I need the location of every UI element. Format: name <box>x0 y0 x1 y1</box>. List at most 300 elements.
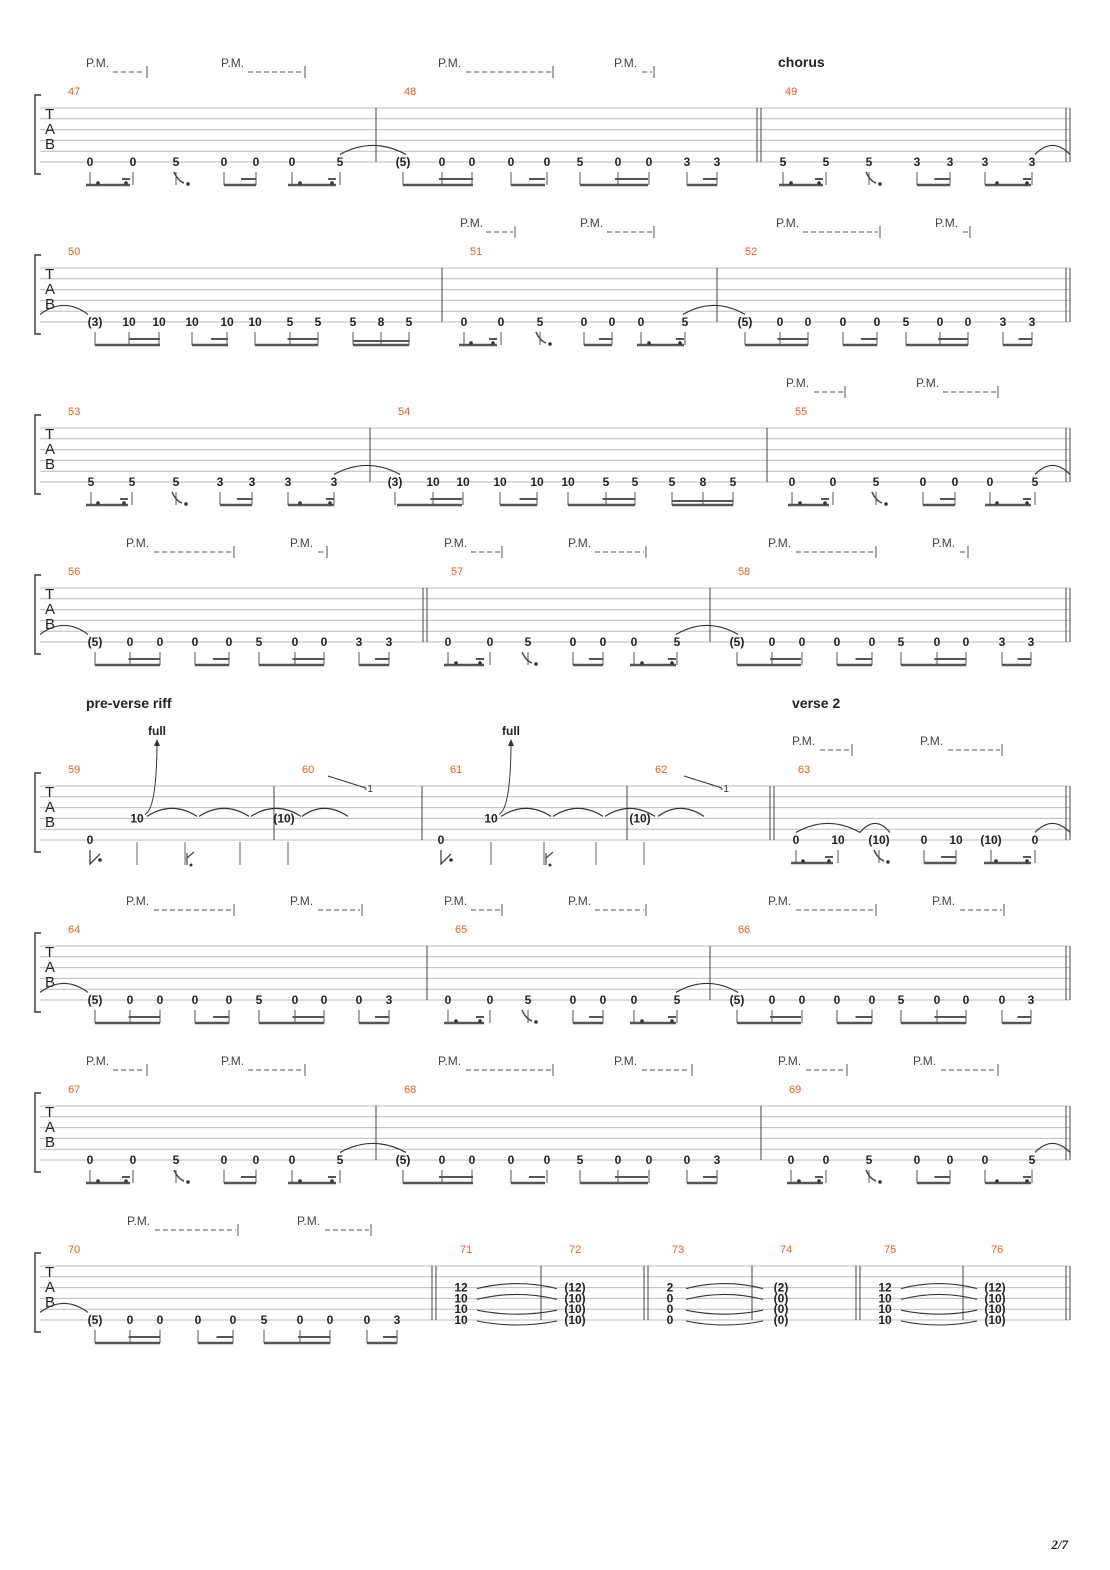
fret-number: 0 <box>608 315 616 329</box>
fret-number: 0 <box>788 475 796 489</box>
fret-number: 0 <box>460 315 468 329</box>
fret-number: 0 <box>225 635 233 649</box>
dot <box>797 1179 801 1183</box>
note-flag <box>441 850 451 864</box>
tab-clef-letter: T <box>45 1264 55 1281</box>
note-flag <box>872 492 882 503</box>
fret-number: 0 <box>666 1302 674 1317</box>
fret-number: 5 <box>405 315 413 329</box>
fret-number: 0 <box>438 155 446 169</box>
tie-arc <box>658 808 704 816</box>
bar-number: 73 <box>672 1244 685 1256</box>
bar-number: 65 <box>455 924 468 936</box>
fret-number: 0 <box>326 1313 334 1327</box>
fret-number: 0 <box>468 155 476 169</box>
fret-number: 0 <box>252 155 260 169</box>
bend-arrowhead <box>154 739 160 746</box>
fret-number: 0 <box>320 993 328 1007</box>
fret-number: 0 <box>787 1153 795 1167</box>
fret-number: (3) <box>387 475 403 489</box>
bar-number: 55 <box>795 406 808 418</box>
fret-number: 5 <box>631 475 639 489</box>
fret-number: 5 <box>255 993 263 1007</box>
fret-number: (5) <box>729 993 745 1007</box>
bend-label: full <box>502 724 520 738</box>
section-label: verse 2 <box>792 695 841 711</box>
fret-number: 3 <box>1027 635 1035 649</box>
tie-arc <box>901 1310 977 1314</box>
palm-mute-label: P.M. <box>568 894 592 908</box>
bar-number: 70 <box>68 1244 81 1256</box>
palm-mute-label: P.M. <box>438 56 462 70</box>
dot <box>1025 501 1029 505</box>
fret-number: 0 <box>683 1153 691 1167</box>
tab-clef-letter: B <box>45 616 56 633</box>
fret-number: 3 <box>393 1313 401 1327</box>
fret-number: 3 <box>216 475 224 489</box>
bar-number: 50 <box>68 246 81 258</box>
fret-number: (10) <box>629 811 651 826</box>
fret-number: 10 <box>949 833 963 847</box>
fret-number: 0 <box>936 315 944 329</box>
fret-number: 5 <box>673 993 681 1007</box>
tab-clef-letter: B <box>45 136 56 153</box>
fret-number: 0 <box>444 635 452 649</box>
dot <box>449 858 453 862</box>
tie-arc <box>901 1321 977 1325</box>
tie-arc <box>1035 145 1070 154</box>
fret-number: (10) <box>868 833 890 847</box>
fret-number: 3 <box>385 635 393 649</box>
fret-number: 3 <box>355 635 363 649</box>
fret-number: 0 <box>833 635 841 649</box>
palm-mute-label: P.M. <box>792 734 816 748</box>
tab-clef-letter: A <box>45 601 56 618</box>
fret-number: 0 <box>804 315 812 329</box>
palm-mute-label: P.M. <box>776 216 800 230</box>
dot <box>801 859 805 863</box>
fret-number: 0 <box>288 1153 296 1167</box>
fret-number: 10 <box>530 475 544 489</box>
fret-number: 0 <box>220 155 228 169</box>
fret-number: 0 <box>191 635 199 649</box>
fret-number: 10 <box>248 315 262 329</box>
fret-number: (10) <box>984 1291 1006 1306</box>
dot <box>186 182 190 186</box>
fret-number: 5 <box>897 635 905 649</box>
dot <box>640 661 644 665</box>
palm-mute-label: P.M. <box>932 536 956 550</box>
fret-number: 10 <box>185 315 199 329</box>
fret-number: 5 <box>524 635 532 649</box>
fret-number: 10 <box>456 475 470 489</box>
tie-arc <box>334 465 400 474</box>
palm-mute-label: P.M. <box>126 894 150 908</box>
bar-number: 67 <box>68 1084 81 1096</box>
fret-number: 0 <box>497 315 505 329</box>
palm-mute-label: P.M. <box>221 1054 245 1068</box>
fret-number: (0) <box>773 1302 789 1317</box>
fret-number: 0 <box>599 635 607 649</box>
fret-number: 10 <box>454 1291 468 1306</box>
dot <box>124 1179 128 1183</box>
fret-number: 12 <box>454 1280 468 1295</box>
fret-number: 10 <box>878 1291 892 1306</box>
fret-number: 0 <box>156 635 164 649</box>
dot <box>454 1019 458 1023</box>
fret-number: 10 <box>454 1302 468 1317</box>
fret-number: 0 <box>645 1153 653 1167</box>
tie-arc <box>676 983 738 992</box>
dot <box>549 864 552 867</box>
fret-number: 5 <box>336 155 344 169</box>
fret-number: 5 <box>681 315 689 329</box>
fret-number: 0 <box>468 1153 476 1167</box>
fret-number: 0 <box>913 1153 921 1167</box>
fret-number: 0 <box>229 1313 237 1327</box>
palm-mute-label: P.M. <box>86 56 110 70</box>
palm-mute-label: P.M. <box>580 216 604 230</box>
bar-number: 59 <box>68 764 81 776</box>
fret-number: 0 <box>86 833 94 847</box>
fret-number: 0 <box>798 635 806 649</box>
fret-number: 3 <box>999 315 1007 329</box>
dot <box>647 341 651 345</box>
fret-number: (12) <box>984 1280 1006 1295</box>
palm-mute-label: P.M. <box>290 536 314 550</box>
fret-number: 5 <box>1031 475 1039 489</box>
fret-number: 0 <box>363 1313 371 1327</box>
fret-number: 0 <box>580 315 588 329</box>
fret-number: (5) <box>737 315 753 329</box>
fret-number: 0 <box>486 993 494 1007</box>
dot <box>817 1179 821 1183</box>
dot <box>670 1019 674 1023</box>
bar-number: 52 <box>745 246 758 258</box>
dot <box>298 501 302 505</box>
tie-arc <box>501 808 551 816</box>
fret-number: 0 <box>438 1153 446 1167</box>
fret-number: 0 <box>833 993 841 1007</box>
tab-clef-letter: A <box>45 799 56 816</box>
bar-number: 62 <box>655 764 668 776</box>
tab-clef-letter: T <box>45 106 55 123</box>
dot <box>1025 181 1029 185</box>
fret-number: (3) <box>87 315 103 329</box>
palm-mute-label: P.M. <box>444 894 468 908</box>
fret-number: 0 <box>291 635 299 649</box>
fret-number: 5 <box>1028 1153 1036 1167</box>
fret-number: 0 <box>964 315 972 329</box>
tab-clef-letter: B <box>45 296 56 313</box>
palm-mute-label: P.M. <box>913 1054 937 1068</box>
bar-number: 53 <box>68 406 81 418</box>
tab-clef-letter: A <box>45 1279 56 1296</box>
dot <box>454 661 458 665</box>
fret-number: 3 <box>248 475 256 489</box>
dot <box>798 501 802 505</box>
fret-number: 3 <box>284 475 292 489</box>
fret-number: (10) <box>564 1313 586 1327</box>
fret-number: 10 <box>493 475 507 489</box>
tie-arc <box>1035 465 1070 474</box>
fret-number: (0) <box>773 1291 789 1306</box>
fret-number: 0 <box>951 475 959 489</box>
tab-clef-letter: B <box>45 1294 56 1311</box>
fret-number: 3 <box>713 1153 721 1167</box>
fret-number: 5 <box>872 475 880 489</box>
bar-number: 58 <box>738 566 751 578</box>
section-label: chorus <box>778 54 825 70</box>
dot <box>98 858 102 862</box>
fret-number: 10 <box>426 475 440 489</box>
dot <box>678 341 682 345</box>
fret-number: 3 <box>1028 155 1036 169</box>
fret-number: 5 <box>865 1153 873 1167</box>
fret-number: (10) <box>564 1302 586 1317</box>
note-flag <box>187 852 194 865</box>
fret-number: (10) <box>984 1302 1006 1317</box>
bar-number: 76 <box>991 1244 1004 1256</box>
fret-number: 5 <box>286 315 294 329</box>
dot <box>827 859 831 863</box>
bar-number: 51 <box>470 246 483 258</box>
fret-number: 3 <box>998 635 1006 649</box>
fret-number: 5 <box>779 155 787 169</box>
dot <box>817 181 821 185</box>
fret-number: 0 <box>933 635 941 649</box>
dot <box>298 1179 302 1183</box>
fret-number: 10 <box>220 315 234 329</box>
fret-number: 5 <box>87 475 95 489</box>
fret-number: 0 <box>666 1313 674 1327</box>
fret-number: 0 <box>191 993 199 1007</box>
fret-number: 0 <box>220 1153 228 1167</box>
fret-number: (5) <box>87 1313 103 1327</box>
dot <box>1025 859 1029 863</box>
fret-number: 12 <box>878 1280 892 1295</box>
tie-arc <box>686 1321 763 1325</box>
tab-clef-letter: A <box>45 1119 56 1136</box>
tie-arc <box>683 305 745 314</box>
dot <box>186 1180 190 1184</box>
bar-number: 68 <box>404 1084 417 1096</box>
fret-number: 5 <box>524 993 532 1007</box>
fret-number: 10 <box>152 315 166 329</box>
bend-arrow <box>499 740 511 814</box>
palm-mute-label: P.M. <box>768 894 792 908</box>
fret-number: 8 <box>699 475 707 489</box>
tab-clef-letter: T <box>45 426 55 443</box>
fret-number: (2) <box>773 1280 789 1295</box>
palm-mute-label: P.M. <box>460 216 484 230</box>
dot <box>878 182 882 186</box>
fret-number: 0 <box>873 315 881 329</box>
fret-number: 0 <box>569 993 577 1007</box>
fret-number: (5) <box>729 635 745 649</box>
fret-number: 0 <box>768 635 776 649</box>
fret-number: 0 <box>630 993 638 1007</box>
fret-number: 5 <box>336 1153 344 1167</box>
fret-number: 5 <box>576 155 584 169</box>
fret-number: 0 <box>194 1313 202 1327</box>
tab-clef-letter: A <box>45 441 56 458</box>
palm-mute-label: P.M. <box>126 536 150 550</box>
fret-number: 5 <box>822 155 830 169</box>
palm-mute-label: P.M. <box>438 1054 462 1068</box>
dot <box>878 1180 882 1184</box>
fret-number: 0 <box>868 993 876 1007</box>
fret-number: 0 <box>569 635 577 649</box>
tab-clef-letter: T <box>45 586 55 603</box>
fret-number: 2 <box>666 1280 674 1295</box>
whammy-label: -1 <box>720 784 729 795</box>
fret-number: 0 <box>156 993 164 1007</box>
tab-clef-letter: T <box>45 784 55 801</box>
fret-number: 0 <box>868 635 876 649</box>
fret-number: 0 <box>296 1313 304 1327</box>
bar-number: 63 <box>798 764 811 776</box>
bar-number: 54 <box>398 406 411 418</box>
fret-number: 0 <box>614 1153 622 1167</box>
note-flag <box>522 652 532 663</box>
dot <box>469 341 473 345</box>
tab-clef-letter: B <box>45 814 56 831</box>
fret-number: 0 <box>776 315 784 329</box>
dot <box>534 662 538 666</box>
fret-number: 10 <box>878 1313 892 1327</box>
bend-arrowhead <box>508 739 514 746</box>
fret-number: 0 <box>920 833 928 847</box>
dot <box>823 501 827 505</box>
dot <box>330 181 334 185</box>
tie-arc <box>676 625 738 634</box>
tie-arc <box>477 1310 557 1314</box>
bar-number: 49 <box>785 86 798 98</box>
fret-number: (10) <box>984 1313 1006 1327</box>
fret-number: 0 <box>543 155 551 169</box>
tie-arc <box>553 808 603 816</box>
fret-number: 0 <box>437 833 445 847</box>
fret-number: 5 <box>172 1153 180 1167</box>
tie-arc <box>477 1321 557 1325</box>
fret-number: 0 <box>933 993 941 1007</box>
dot <box>548 342 552 346</box>
bend-label: full <box>148 724 166 738</box>
palm-mute-label: P.M. <box>568 536 592 550</box>
fret-number: (5) <box>87 635 103 649</box>
fret-number: 0 <box>126 993 134 1007</box>
fret-number: 0 <box>666 1291 674 1306</box>
fret-number: 10 <box>831 833 845 847</box>
dot <box>491 341 495 345</box>
palm-mute-label: P.M. <box>778 1054 802 1068</box>
fret-number: 5 <box>865 155 873 169</box>
dot <box>884 502 888 506</box>
fret-number: 0 <box>614 155 622 169</box>
dot <box>96 501 100 505</box>
tie-arc <box>686 1310 763 1314</box>
fret-number: 10 <box>122 315 136 329</box>
fret-number: 0 <box>320 635 328 649</box>
dot <box>995 181 999 185</box>
bar-number: 72 <box>569 1244 582 1256</box>
fret-number: 0 <box>444 993 452 1007</box>
tie-arc <box>796 823 860 832</box>
note-flag <box>172 492 182 503</box>
fret-number: 0 <box>637 315 645 329</box>
fret-number: 0 <box>486 635 494 649</box>
fret-number: 0 <box>822 1153 830 1167</box>
fret-number: 5 <box>172 155 180 169</box>
fret-number: 5 <box>673 635 681 649</box>
note-flag <box>536 332 546 343</box>
tab-clef-letter: A <box>45 121 56 138</box>
fret-number: (10) <box>273 811 295 826</box>
note-flag <box>866 172 876 183</box>
fret-number: 0 <box>86 1153 94 1167</box>
palm-mute-label: P.M. <box>86 1054 110 1068</box>
dot <box>184 502 188 506</box>
tie-arc <box>302 808 348 816</box>
fret-number: 3 <box>981 155 989 169</box>
bend-arrow <box>145 740 157 814</box>
fret-number: 3 <box>1028 315 1036 329</box>
bar-number: 48 <box>404 86 417 98</box>
fret-number: 0 <box>129 1153 137 1167</box>
bar-number: 61 <box>450 764 463 776</box>
dot <box>995 1179 999 1183</box>
palm-mute-label: P.M. <box>614 1054 638 1068</box>
fret-number: (10) <box>564 1291 586 1306</box>
palm-mute-label: P.M. <box>935 216 959 230</box>
fret-number: 0 <box>355 993 363 1007</box>
dot <box>1025 1179 1029 1183</box>
tie-arc <box>147 808 197 816</box>
fret-number: 5 <box>172 475 180 489</box>
fret-number: 0 <box>986 475 994 489</box>
bar-number: 71 <box>460 1244 473 1256</box>
tab-clef-letter: B <box>45 974 56 991</box>
page-number: 2/7 <box>1051 1537 1068 1552</box>
fret-number: 10 <box>454 1313 468 1327</box>
fret-number: 0 <box>252 1153 260 1167</box>
dot <box>478 1019 482 1023</box>
note-flag <box>90 850 100 864</box>
fret-number: 5 <box>128 475 136 489</box>
tie-arc <box>1035 1143 1070 1152</box>
dot <box>789 181 793 185</box>
fret-number: 3 <box>913 155 921 169</box>
tab-clef-letter: T <box>45 1104 55 1121</box>
fret-number: (5) <box>395 1153 411 1167</box>
fret-number: (5) <box>395 155 411 169</box>
fret-number: 0 <box>768 993 776 1007</box>
fret-number: 3 <box>946 155 954 169</box>
note-flag <box>522 1010 532 1021</box>
fret-number: 3 <box>683 155 691 169</box>
tab-clef-letter: T <box>45 266 55 283</box>
dot <box>995 501 999 505</box>
tie-arc <box>340 145 406 154</box>
fret-number: 5 <box>576 1153 584 1167</box>
note-flag <box>866 1170 876 1181</box>
fret-number: 0 <box>798 993 806 1007</box>
fret-number: 3 <box>1027 993 1035 1007</box>
fret-number: 3 <box>330 475 338 489</box>
bar-number: 47 <box>68 86 81 98</box>
fret-number: 5 <box>902 315 910 329</box>
